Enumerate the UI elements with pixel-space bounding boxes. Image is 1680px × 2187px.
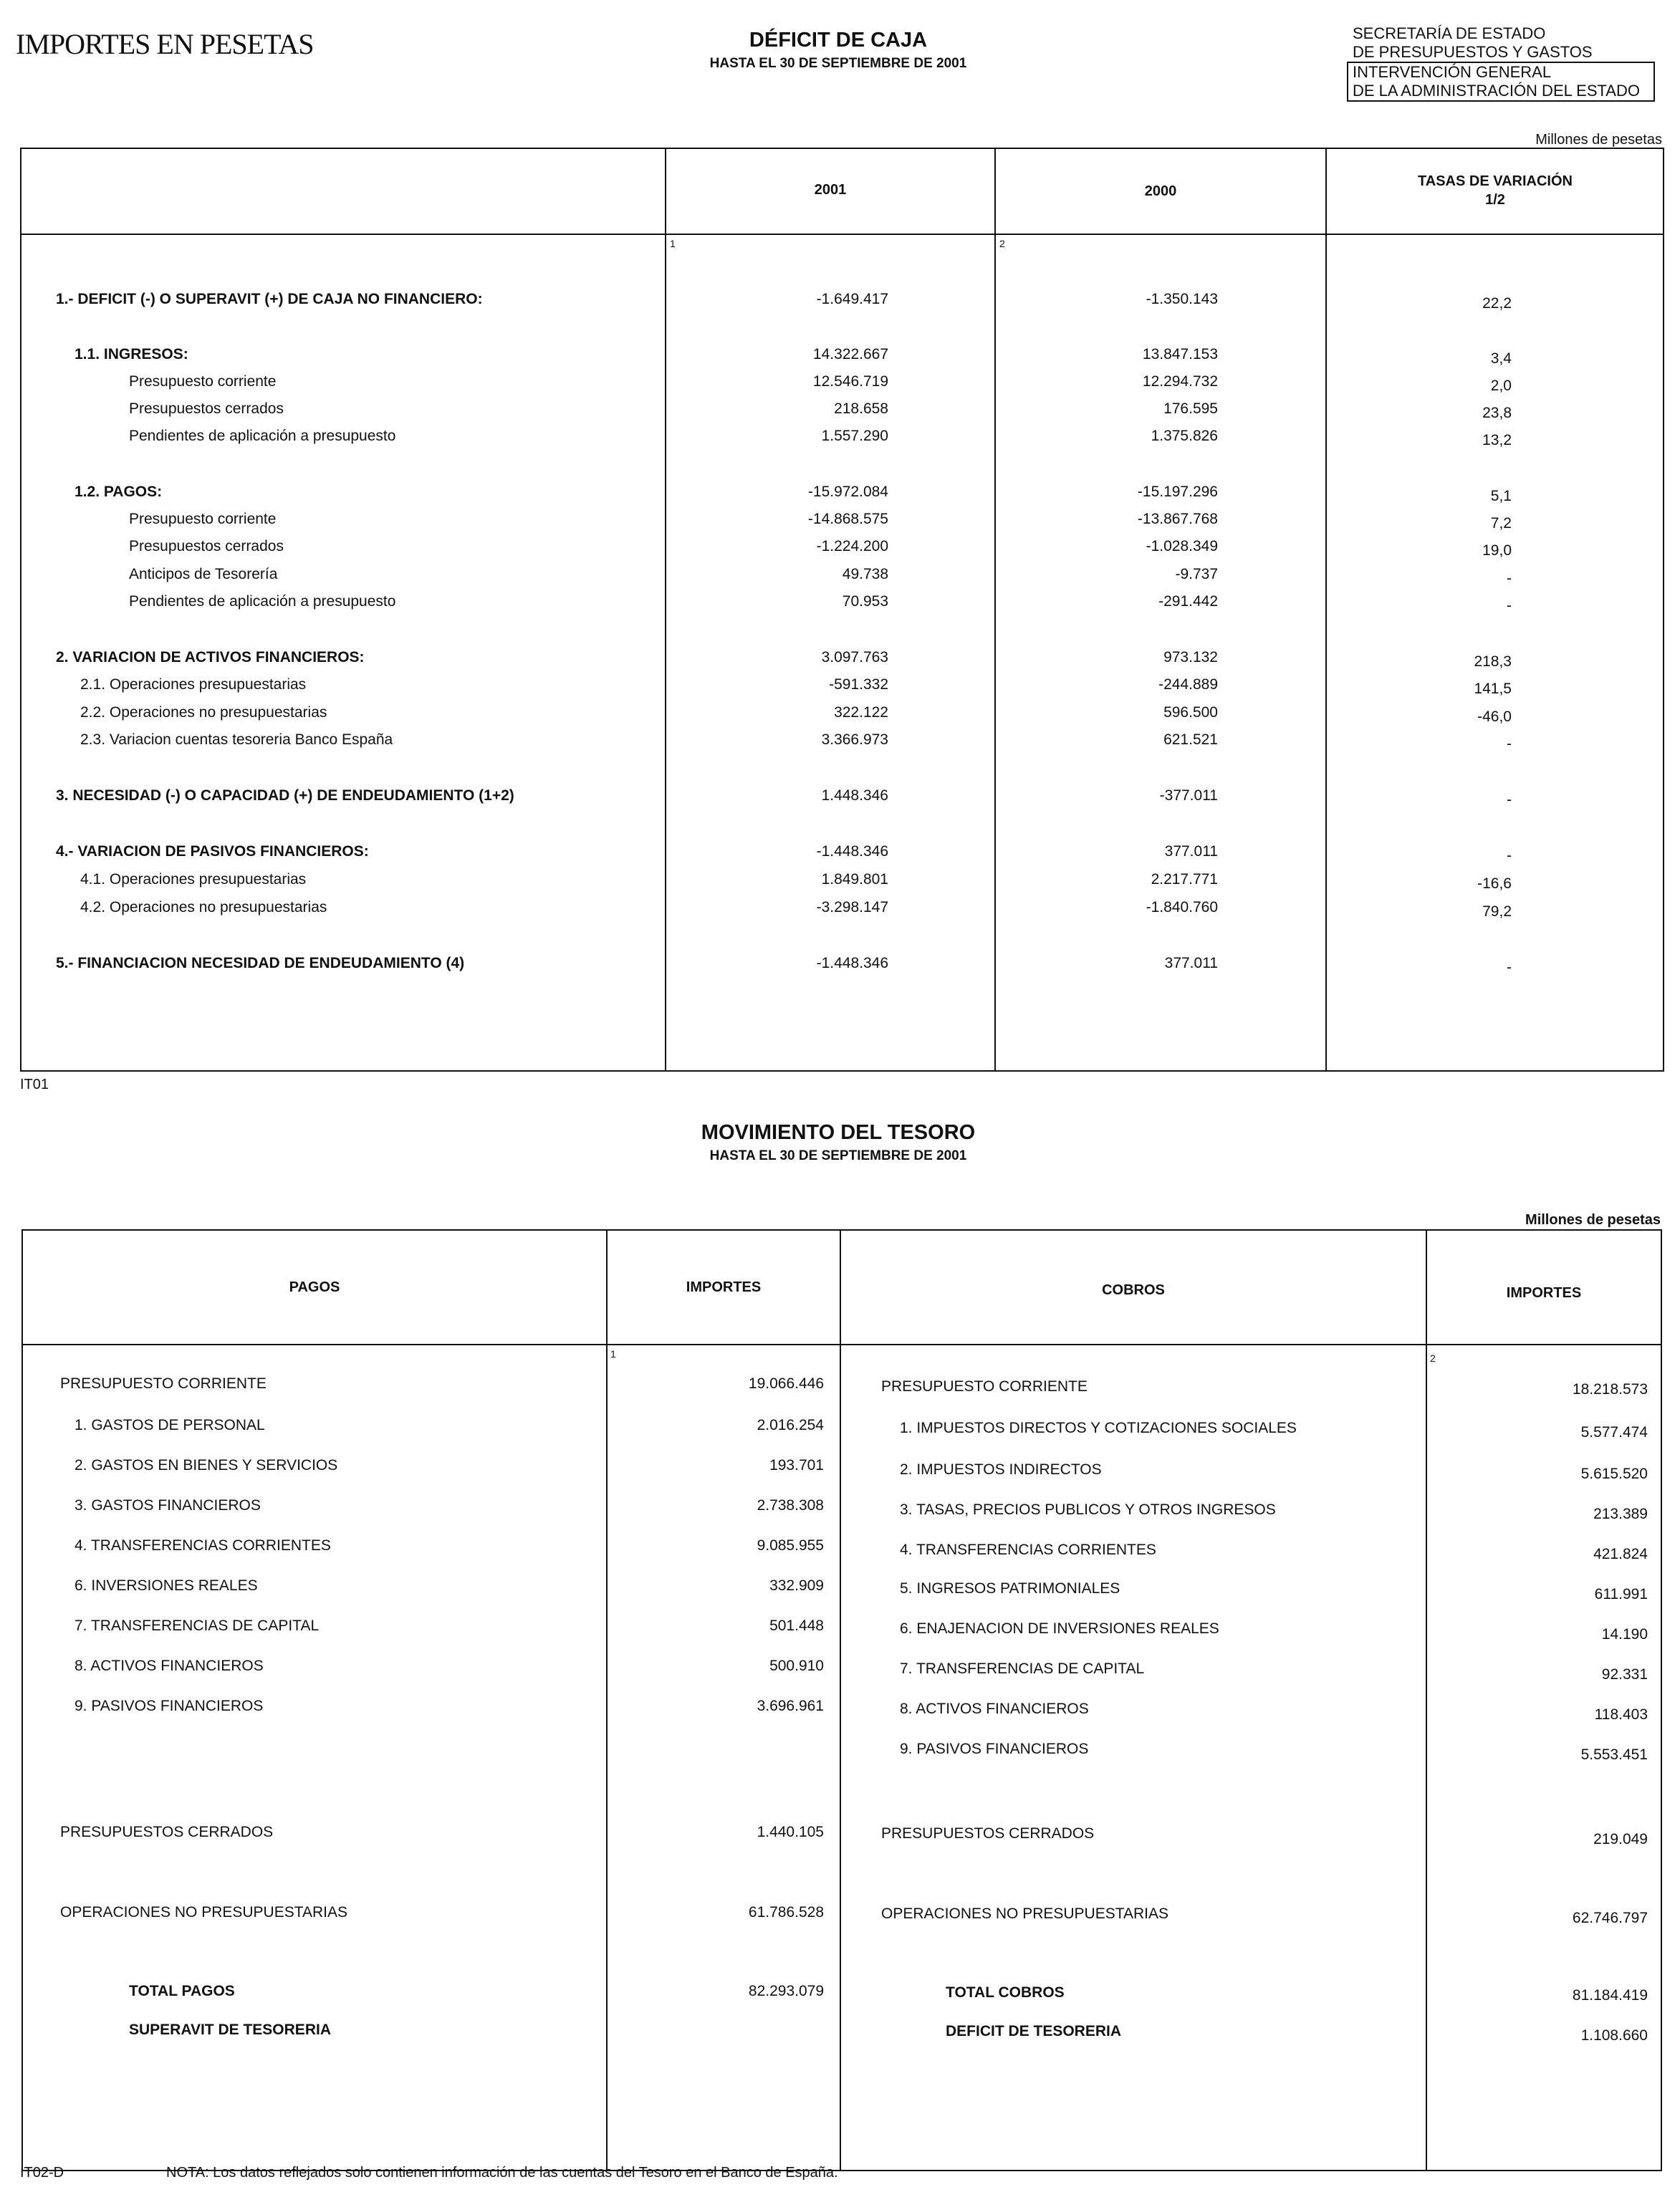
deficit-value-2001: 3.366.973 (821, 731, 888, 748)
pagos-row-value: 1.440.105 (757, 1824, 824, 1840)
deficit-rate: - (1507, 597, 1512, 614)
deficit-rate: 7,2 (1490, 515, 1512, 532)
deficit-value-2000: 13.847.153 (1142, 346, 1218, 362)
deficit-value-2000: 596.500 (1163, 704, 1218, 721)
pagos-row-label: 9. PASIVOS FINANCIEROS (75, 1698, 264, 1714)
document-label: IMPORTES EN PESETAS (16, 28, 314, 60)
deficit-value-2001: -591.332 (829, 676, 888, 693)
column-header-2000: 2000 (1144, 183, 1177, 199)
cobros-row-label: 7. TRANSFERENCIAS DE CAPITAL (900, 1660, 1145, 1677)
deficit-rate: - (1507, 792, 1512, 808)
org-box (1347, 62, 1655, 102)
pagos-row-label: 1. GASTOS DE PERSONAL (75, 1417, 265, 1433)
deficit-value-2001: -1.649.417 (816, 291, 888, 307)
column-ref-1: 1 (610, 1348, 616, 1360)
pagos-row-value: 501.448 (769, 1618, 824, 1634)
deficit-value-2001: 218.658 (834, 400, 888, 417)
deficit-row-label: 1.2. PAGOS: (75, 484, 163, 500)
deficit-rate: -16,6 (1477, 875, 1512, 892)
deficit-value-2001: 322.122 (834, 704, 888, 721)
deficit-rate: 19,0 (1482, 542, 1512, 559)
deficit-rate: 13,2 (1482, 432, 1512, 448)
deficit-row-label: Presupuesto corriente (129, 373, 277, 390)
deficit-value-2001: 1.557.290 (821, 428, 888, 444)
deficit-row-label: 2.1. Operaciones presupuestarias (80, 676, 307, 693)
deficit-row-label: 2. VARIACION DE ACTIVOS FINANCIEROS: (56, 649, 365, 665)
deficit-row-label: Presupuestos cerrados (129, 538, 284, 554)
cobros-row-value: 5.615.520 (1580, 1466, 1648, 1482)
pagos-row-label: 8. ACTIVOS FINANCIEROS (75, 1658, 264, 1674)
deficit-value-2000: -15.197.296 (1137, 484, 1218, 500)
deficit-value-2000: -244.889 (1158, 676, 1218, 693)
page-subtitle: HASTA EL 30 DE SEPTIEMBRE DE 2001 (709, 56, 967, 71)
cobros-row-value: 18.218.573 (1572, 1381, 1648, 1398)
deficit-value-2001: -3.298.147 (816, 899, 888, 915)
deficit-value-2000: 377.011 (1164, 955, 1218, 971)
deficit-value-2000: -1.840.760 (1146, 899, 1218, 915)
deficit-value-2001: 1.448.346 (821, 787, 888, 804)
pagos-row-label: SUPERAVIT DE TESORERIA (129, 2022, 331, 2038)
deficit-rate: 2,0 (1490, 378, 1512, 394)
deficit-row-label: 4.1. Operaciones presupuestarias (80, 871, 307, 888)
deficit-value-2001: 49.738 (842, 566, 888, 582)
pagos-row-label: OPERACIONES NO PRESUPUESTARIAS (60, 1904, 348, 1921)
cobros-row-value: 62.746.797 (1572, 1910, 1648, 1926)
cobros-row-value: 1.108.660 (1580, 2027, 1648, 2044)
column-header-cobros: COBROS (1102, 1282, 1165, 1298)
deficit-value-2000: 377.011 (1164, 843, 1218, 860)
deficit-value-2001: 1.849.801 (821, 871, 888, 888)
cobros-row-label: PRESUPUESTO CORRIENTE (881, 1378, 1088, 1395)
cobros-row-label: 4. TRANSFERENCIAS CORRIENTES (900, 1542, 1156, 1558)
cobros-row-label: 1. IMPUESTOS DIRECTOS Y COTIZACIONES SOCIALES (900, 1420, 1297, 1436)
deficit-value-2001: 14.322.667 (812, 346, 888, 362)
deficit-row-label: Anticipos de Tesorería (129, 566, 278, 582)
deficit-rate: - (1507, 847, 1512, 864)
pagos-row-label: PRESUPUESTO CORRIENTE (60, 1375, 267, 1392)
deficit-rate: 3,4 (1490, 350, 1512, 367)
cobros-row-value: 118.403 (1594, 1706, 1648, 1723)
deficit-value-2000: -9.737 (1175, 566, 1218, 582)
pagos-row-value: 19.066.446 (748, 1375, 824, 1392)
table-code-2: IT02-D (20, 2165, 64, 2181)
cobros-row-label: 8. ACTIVOS FINANCIEROS (900, 1701, 1089, 1717)
column-ref-2: 2 (999, 238, 1005, 249)
column-header-pagos: PAGOS (289, 1279, 340, 1295)
pagos-row-label: 4. TRANSFERENCIAS CORRIENTES (75, 1537, 331, 1554)
deficit-row-label: Pendientes de aplicación a presupuesto (129, 428, 396, 444)
cobros-row-label: 6. ENAJENACION DE INVERSIONES REALES (900, 1620, 1219, 1637)
deficit-value-2000: -1.350.143 (1146, 291, 1218, 307)
cobros-row-value: 421.824 (1593, 1546, 1648, 1562)
cobros-row-label: PRESUPUESTOS CERRADOS (881, 1825, 1095, 1842)
pagos-row-value: 2.738.308 (757, 1497, 824, 1514)
deficit-value-2000: 1.375.826 (1151, 428, 1218, 444)
pagos-row-value: 332.909 (769, 1577, 824, 1594)
cobros-row-label: OPERACIONES NO PRESUPUESTARIAS (881, 1905, 1169, 1922)
deficit-value-2001: 12.546.719 (812, 373, 888, 390)
deficit-value-2000: -291.442 (1158, 593, 1218, 610)
deficit-value-2001: -15.972.084 (807, 484, 888, 500)
column-header-tasas: TASAS DE VARIACIÓN (1418, 173, 1573, 189)
deficit-rate: 22,2 (1482, 295, 1512, 312)
deficit-row-label: 5.- FINANCIACION NECESIDAD DE ENDEUDAMIENTO (4) (56, 955, 465, 971)
pagos-row-label: TOTAL PAGOS (129, 1983, 235, 1999)
deficit-row-label: Presupuesto corriente (129, 511, 277, 527)
cobros-row-value: 219.049 (1593, 1831, 1648, 1847)
pagos-row-label: 7. TRANSFERENCIAS DE CAPITAL (75, 1618, 320, 1634)
deficit-value-2001: -1.448.346 (816, 955, 888, 971)
cobros-row-value: 213.389 (1593, 1506, 1648, 1522)
cobros-row-value: 5.553.451 (1580, 1746, 1648, 1763)
column-header-tasas-ratio: 1/2 (1485, 192, 1505, 208)
org-line-1: SECRETARÍA DE ESTADO (1353, 24, 1546, 42)
pagos-row-value: 61.786.528 (748, 1904, 824, 1921)
unit-label-2: Millones de pesetas (1525, 1212, 1661, 1228)
pagos-row-label: 2. GASTOS EN BIENES Y SERVICIOS (75, 1457, 338, 1474)
deficit-rate: 5,1 (1490, 488, 1512, 504)
column-header-importes-cobros: IMPORTES (1506, 1285, 1582, 1301)
deficit-value-2001: -1.448.346 (816, 843, 888, 860)
deficit-row-label: 1.- DEFICIT (-) O SUPERAVIT (+) DE CAJA NO FINANCIERO: (56, 291, 483, 307)
cobros-row-value: 92.331 (1601, 1666, 1648, 1683)
pagos-row-label: 3. GASTOS FINANCIEROS (75, 1497, 261, 1514)
org-header (1353, 24, 1593, 62)
cobros-row-value: 5.577.474 (1580, 1424, 1648, 1441)
deficit-rate: 218,3 (1474, 653, 1512, 670)
deficit-row-label: 3. NECESIDAD (-) O CAPACIDAD (+) DE ENDEUDAMIENTO (1+2) (56, 787, 514, 804)
deficit-row-label: Presupuestos cerrados (129, 400, 284, 417)
deficit-row-label: 4.- VARIACION DE PASIVOS FINANCIEROS: (56, 843, 369, 860)
table-code: IT01 (20, 1077, 49, 1092)
section-subtitle: HASTA EL 30 DE SEPTIEMBRE DE 2001 (709, 1148, 967, 1163)
deficit-row-label: 2.3. Variacion cuentas tesoreria Banco España (80, 731, 393, 748)
page-title: DÉFICIT DE CAJA (749, 29, 928, 52)
deficit-row-label: 2.2. Operaciones no presupuestarias (80, 704, 327, 721)
pagos-row-value: 2.016.254 (757, 1417, 824, 1433)
cobros-row-value: 611.991 (1594, 1586, 1648, 1602)
pagos-row-value: 500.910 (769, 1658, 824, 1674)
deficit-rate: - (1507, 736, 1512, 752)
cobros-row-label: 2. IMPUESTOS INDIRECTOS (900, 1461, 1102, 1478)
cobros-row-label: TOTAL COBROS (946, 1984, 1065, 2001)
deficit-rate: - (1507, 570, 1512, 587)
pagos-row-value: 82.293.079 (748, 1983, 824, 1999)
deficit-rate: 79,2 (1482, 903, 1512, 920)
pagos-row-value: 9.085.955 (757, 1537, 824, 1554)
section-title: MOVIMIENTO DEL TESORO (701, 1121, 976, 1144)
cobros-row-value: 14.190 (1601, 1626, 1648, 1643)
deficit-value-2001: -1.224.200 (816, 538, 888, 554)
cobros-row-value: 81.184.419 (1572, 1987, 1648, 2004)
deficit-value-2001: 70.953 (842, 593, 888, 610)
org-line-4: DE LA ADMINISTRACIÓN DEL ESTADO (1353, 82, 1640, 100)
column-ref-2: 2 (1430, 1352, 1436, 1364)
deficit-value-2000: 12.294.732 (1142, 373, 1218, 390)
cobros-row-label: DEFICIT DE TESORERIA (946, 2023, 1122, 2039)
deficit-rate: 23,8 (1482, 405, 1512, 421)
deficit-value-2000: -377.011 (1159, 787, 1218, 804)
pagos-row-value: 3.696.961 (757, 1698, 824, 1714)
deficit-value-2001: -14.868.575 (807, 511, 888, 527)
deficit-value-2000: 973.132 (1163, 649, 1218, 665)
deficit-value-2000: -13.867.768 (1137, 511, 1218, 527)
cobros-row-label: 3. TASAS, PRECIOS PUBLICOS Y OTROS INGRESOS (900, 1501, 1276, 1518)
deficit-value-2000: 2.217.771 (1151, 871, 1218, 888)
unit-label: Millones de pesetas (1535, 132, 1662, 148)
org-line-3: INTERVENCIÓN GENERAL (1353, 63, 1552, 81)
pagos-row-value: 193.701 (769, 1457, 824, 1474)
deficit-rate: 141,5 (1474, 681, 1512, 697)
deficit-value-2000: -1.028.349 (1146, 538, 1218, 554)
pagos-row-label: 6. INVERSIONES REALES (75, 1577, 258, 1594)
column-header-2001: 2001 (814, 182, 847, 198)
deficit-row-label: Pendientes de aplicación a presupuesto (129, 593, 396, 610)
deficit-rate: - (1507, 959, 1512, 976)
deficit-value-2001: 3.097.763 (821, 649, 888, 665)
deficit-row-label: 1.1. INGRESOS: (75, 346, 188, 362)
cobros-row-label: 9. PASIVOS FINANCIEROS (900, 1741, 1089, 1757)
column-header-importes-pagos: IMPORTES (686, 1279, 762, 1295)
pagos-row-label: PRESUPUESTOS CERRADOS (60, 1824, 274, 1840)
deficit-rate: -46,0 (1477, 708, 1512, 725)
deficit-value-2000: 176.595 (1163, 400, 1218, 417)
cobros-row-label: 5. INGRESOS PATRIMONIALES (900, 1580, 1120, 1597)
deficit-row-label: 4.2. Operaciones no presupuestarias (80, 899, 327, 915)
deficit-value-2000: 621.521 (1163, 731, 1218, 748)
org-line-2: DE PRESUPUESTOS Y GASTOS (1353, 43, 1593, 61)
column-ref-1: 1 (670, 238, 676, 249)
footnote: NOTA: Los datos reflejados solo contienen información de las cuentas del Tesoro en el Banco de España. (166, 2165, 838, 2181)
